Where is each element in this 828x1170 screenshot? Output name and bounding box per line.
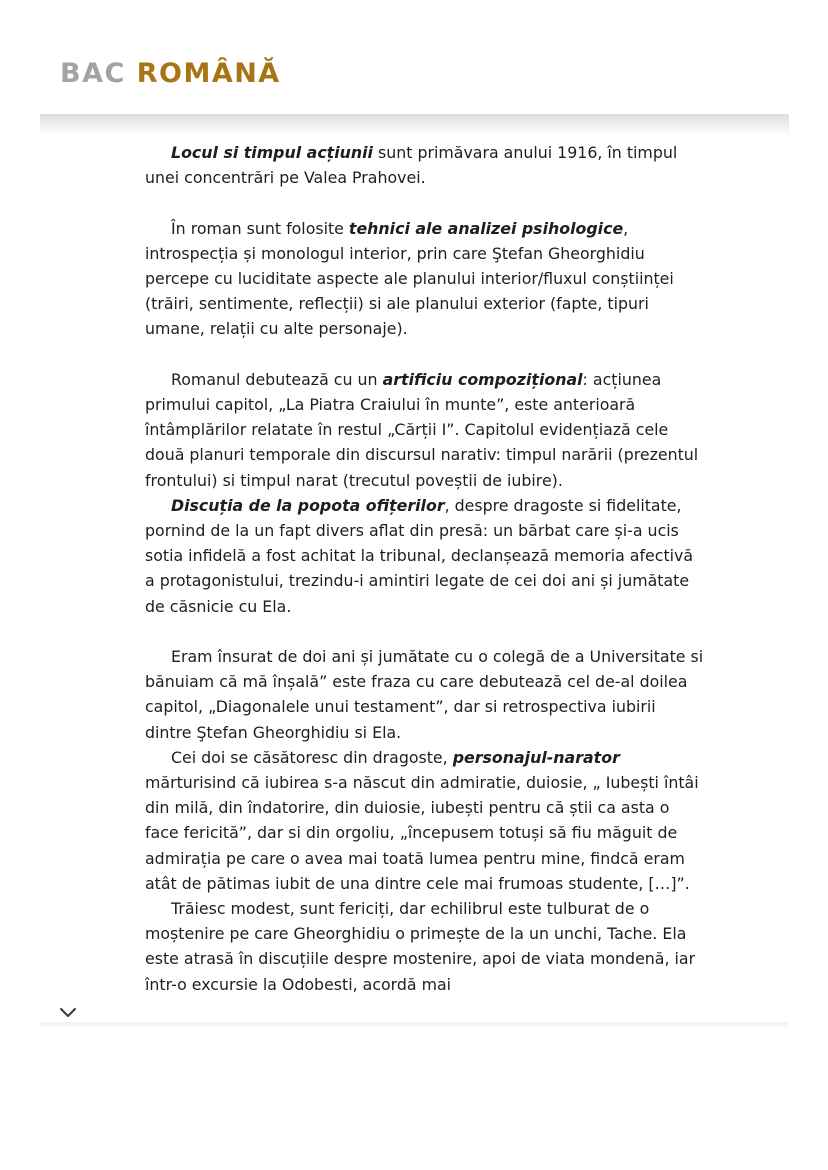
paragraph-text: sunt primăvara anului 1916, în timpul unei concentrări pe Valea Prahovei. xyxy=(145,143,678,188)
paragraph-text: , despre dragoste si fidelitate, pornind de la un fapt divers aflat din presă: un bărbat care și-a ucis sotia infidelă a fost achitat la tribunal, declanșează memoria afectivă a protagonistului, trezindu-i amintiri legate de cei doi ani și jumătate de căsnicie cu Ela. xyxy=(145,495,694,616)
paragraph-text: : acțiunea primului capitol, „La Piatra Craiului în munte”, este anterioară întâmplărilor relatate în restul „Cărții I”. Capitolul evidențiază cele două planuri temporale din discursul narativ: timpul narării (prezentul frontului) si timpul narat (trecutul poveștii de iubire). xyxy=(145,369,699,490)
paragraph-setting xyxy=(145,140,705,190)
emphasis-techniques: tehnici ale analizei psihologice xyxy=(348,218,624,238)
paragraph-text: Eram însurat de doi ani și jumătate cu o colegă de a Universitate si bănuiam că mă înșală” este fraza cu care debutează cel de-al doilea capitol, „Diagonalele unui testament”, dar si retrospectiva iubirii dintre Ştefan Gheorghidiu si Ela. xyxy=(145,647,704,742)
paragraph-text: Trăiesc modest, sunt fericiți, dar echilibrul este tulburat de o moștenire pe care Gheorghidiu o primește de la un unchi, Tache. Ela este atrasă în discuțiile despre mostenire, apoi de viata mondenă, iar într-o excursie la Odobesti, acordă mai xyxy=(145,899,696,994)
document-body xyxy=(145,140,705,997)
paragraph-text: , introspecția și monologul interior, prin care Ştefan Gheorghidiu percepe cu luciditate aspecte ale planului interior/fluxul conștiinței (trăiri, sentimente, reflecții) si ale planului exterior (fapte, tipuri umane, relații cu alte personaje). xyxy=(145,218,674,339)
paragraph-text: Romanul debutează cu un xyxy=(171,369,383,389)
paragraph-text: Cei doi se căsătoresc din dragoste, xyxy=(171,747,453,767)
emphasis-setting: Locul si timpul acțiunii xyxy=(171,143,373,162)
paragraph-marriage xyxy=(145,745,705,896)
chevron-down-icon[interactable] xyxy=(56,1002,80,1024)
paragraph-composition xyxy=(145,367,705,493)
paragraph-inheritance xyxy=(145,896,705,997)
brand-word-romana: ROMÂNĂ xyxy=(136,58,281,89)
document-viewer[interactable] xyxy=(40,114,789,1026)
paragraph-quote xyxy=(145,644,705,745)
brand-word-bac: BAC xyxy=(60,58,126,89)
paragraph-text: În roman sunt folosite xyxy=(171,218,349,238)
paragraph-text: mărturisind că iubirea s-a născut din admiratie, duiosie, „ Iubești întâi din milă, din îndatorire, din duiosie, iubești pentru că știi ca asta o face fericită”, dar si din orgoliu, „începusem totuși să fiu măguit de admirația pe care o avea mai toată lumea pentru mine, findcă eram atât de pătimas iubit de una dintre cele mai frumoas studente, […]”. xyxy=(145,773,699,893)
paragraph-popota xyxy=(145,493,705,619)
paragraph-techniques xyxy=(145,216,705,342)
emphasis-popota: Discuția de la popota ofițerilor xyxy=(171,495,445,515)
viewer-bottom-edge xyxy=(40,1022,789,1028)
emphasis-narrator: personajul-narator xyxy=(452,747,620,767)
emphasis-composition: artificiu compozițional xyxy=(382,369,583,389)
brand-logo xyxy=(60,56,281,92)
